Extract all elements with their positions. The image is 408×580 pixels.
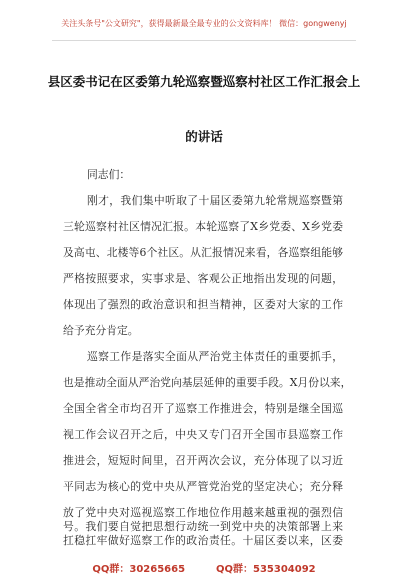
header-divider	[52, 40, 356, 41]
paragraph-line: 放了党中央对巡视巡察工作地位作用越来越重视的强烈信	[63, 506, 343, 519]
footer-qq-groups	[0, 560, 408, 575]
paragraph-line: 三轮巡察村社区情况汇报。本轮巡察了X乡党委、X乡党委	[63, 220, 343, 233]
paragraph-line: 视工作会议召开之后，中央又专门召开全国市县巡察工作	[63, 428, 343, 441]
document-title-line-1: 县区委书记在区委第九轮巡察暨巡察村社区工作汇报会上	[47, 74, 361, 89]
header-note: 关注头条号"公文研究"，获得最新最全最专业的公文资料库！ 微信：gongwenyj	[61, 19, 347, 28]
document-title-line-2: 的讲话	[185, 129, 223, 144]
paragraph-line: 号。我们要自觉把思想行动统一到党中央的决策部署上来	[63, 520, 343, 533]
greeting: 同志们：	[87, 168, 131, 181]
paragraph-line: 平同志为核心的党中央从严管党治党的坚定决心；充分释	[63, 480, 343, 493]
paragraph-line: 全国全省全市均召开了巡察工作推进会，特别是继全国巡	[63, 402, 343, 415]
paragraph-line: 扛稳扛牢做好巡察工作的政治责任。十届区委以来，区委	[63, 534, 343, 547]
footer-qq-right: QQ群：535304092	[216, 564, 316, 575]
footer-qq-left: QQ群：30265665	[92, 564, 186, 575]
paragraph-line: 刚才，我们集中听取了十届区委第九轮常规巡察暨第	[87, 194, 343, 207]
paragraph-line: 严格按照要求，实事求是、客观公正地指出发现的问题，	[63, 272, 343, 285]
paragraph-line: 及高屯、北楼等6个社区。从汇报情况来看，各巡察组能够	[63, 246, 343, 259]
paragraph-line: 给予充分肯定。	[63, 324, 139, 337]
paragraph-line: 巡察工作是落实全面从严治党主体责任的重要抓手，	[87, 350, 343, 363]
paragraph-line: 推进会，短短时间里，召开两次会议，充分体现了以习近	[63, 454, 343, 467]
paragraph-line: 体现出了强烈的政治意识和担当精神，区委对大家的工作	[63, 298, 343, 311]
paragraph-line: 也是推动全面从严治党向基层延伸的重要手段。X月份以来，	[63, 376, 352, 389]
